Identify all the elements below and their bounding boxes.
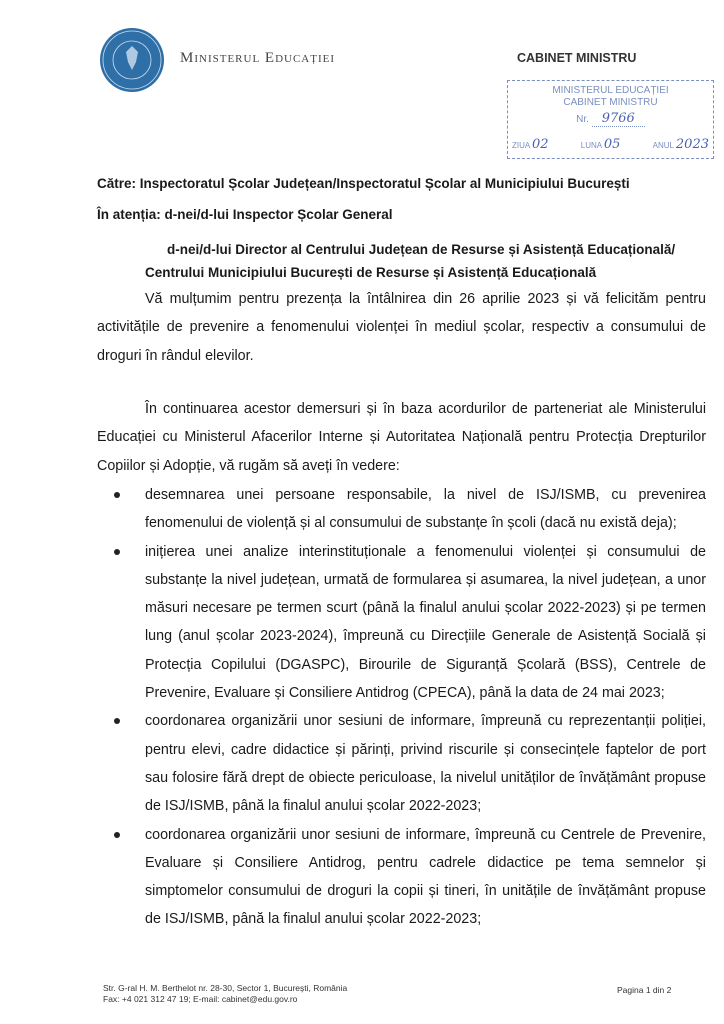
request-list (97, 481, 706, 934)
ministry-name: Ministerul Educației (180, 50, 336, 66)
stamp-ziua-label: ZIUA (512, 141, 530, 150)
stamp-anul-label: ANUL (652, 141, 674, 150)
footer-address: Str. G-ral H. M. Berthelot nr. 28-30, Sector 1, București, România Fax: +4 021 312 47 19; E-mail: cabinet@edu.gov.ro (103, 983, 348, 1004)
recipient-line: Către: Inspectoratul Școlar Județean/Inspectoratul Școlar al Municipiului București (97, 176, 630, 191)
bullet-icon (114, 549, 120, 555)
page-number: Pagina 1 din 2 (617, 985, 672, 995)
stamp-line2: CABINET MINISTRU (563, 97, 658, 108)
stamp-nr-label: Nr. (576, 114, 589, 125)
stamp-luna: 05 (603, 137, 621, 152)
body-paragraph-1: Vă mulțumim pentru prezența la întâlnirea din 26 aprilie 2023 și vă felicităm pentru activitățile de prevenire a fenomenului violenței în mediul școlar, respectiv a consumului de droguri în rândul elevilor. (97, 291, 706, 364)
director-line-1: d-nei/d-lui Director al Centrului Județean de Resurse și Asistență Educațională/ (167, 242, 676, 257)
director-line-2: Centrului Municipiului București de Resurse și Asistență Educațională (145, 265, 597, 280)
bullet-icon (114, 832, 120, 838)
bullet-icon (114, 718, 120, 724)
list-item: coordonarea organizării unor sesiuni de informare, împreună cu reprezentanții poliției, pentru elevi, cadre didactice și părinți, privind riscurile și consecințele faptelor de port sau folosire fără drept de obiecte periculoase, la nivelul unităților de învățământ propuse de ISJ/ISMB, până la finalul anului școlar 2022-2023; (97, 707, 706, 820)
stamp-line1: MINISTERUL EDUCAȚIEI (552, 85, 669, 96)
list-item: desemnarea unei persoane responsabile, la nivel de ISJ/ISMB, cu prevenirea fenomenului de violență și al consumului de substanțe în școli (dacă nu există deja); (97, 481, 706, 538)
stamp-nr: 9766 (592, 111, 645, 127)
stamp-ziua: 02 (532, 137, 549, 152)
stamp-luna-label: LUNA (580, 141, 602, 150)
attention-line: În atenția: d-nei/d-lui Inspector Școlar General (97, 207, 393, 222)
list-item: coordonarea organizării unor sesiuni de informare, împreună cu Centrele de Prevenire, Evaluare și Consiliere Antidrog, pentru cadrele didactice pe tema semnelor și simptomelor consumului de droguri la copii și tineri, în unitățile de învățământ propuse de ISJ/ISMB, până la finalul anului școlar 2022-2023; (97, 821, 706, 934)
cabinet-label: CABINET MINISTRU (517, 51, 637, 65)
body-paragraph-2: În continuarea acestor demersuri și în baza acordurilor de parteneriat ale Ministerului Educației cu Ministerul Afacerilor Interne și Autoritatea Națională pentru Protecția Drepturilor Copiilor și Adopție, vă rugăm să aveți în vedere: (97, 401, 706, 474)
bullet-icon (114, 492, 120, 498)
government-seal-logo (100, 28, 164, 92)
registration-stamp (507, 80, 714, 159)
list-item: inițierea unei analize interinstituționale a fenomenului violenței și consumului de substanțe la nivel județean, urmată de formularea și asumarea, la nivel județean, a unor măsuri necesare pe termen scurt (până la finalul anului școlar 2022-2023) și pe termen lung (anul școlar 2023-2024), împreună cu Direcțiile Generale de Asistență Socială și Protecția Copilului (DGASPC), Birourile de Siguranță Școlară (BSS), Centrele de Prevenire, Evaluare și Consiliere Antidrog (CPECA), până la data de 24 mai 2023; (97, 538, 706, 708)
stamp-anul: 2023 (675, 137, 709, 152)
